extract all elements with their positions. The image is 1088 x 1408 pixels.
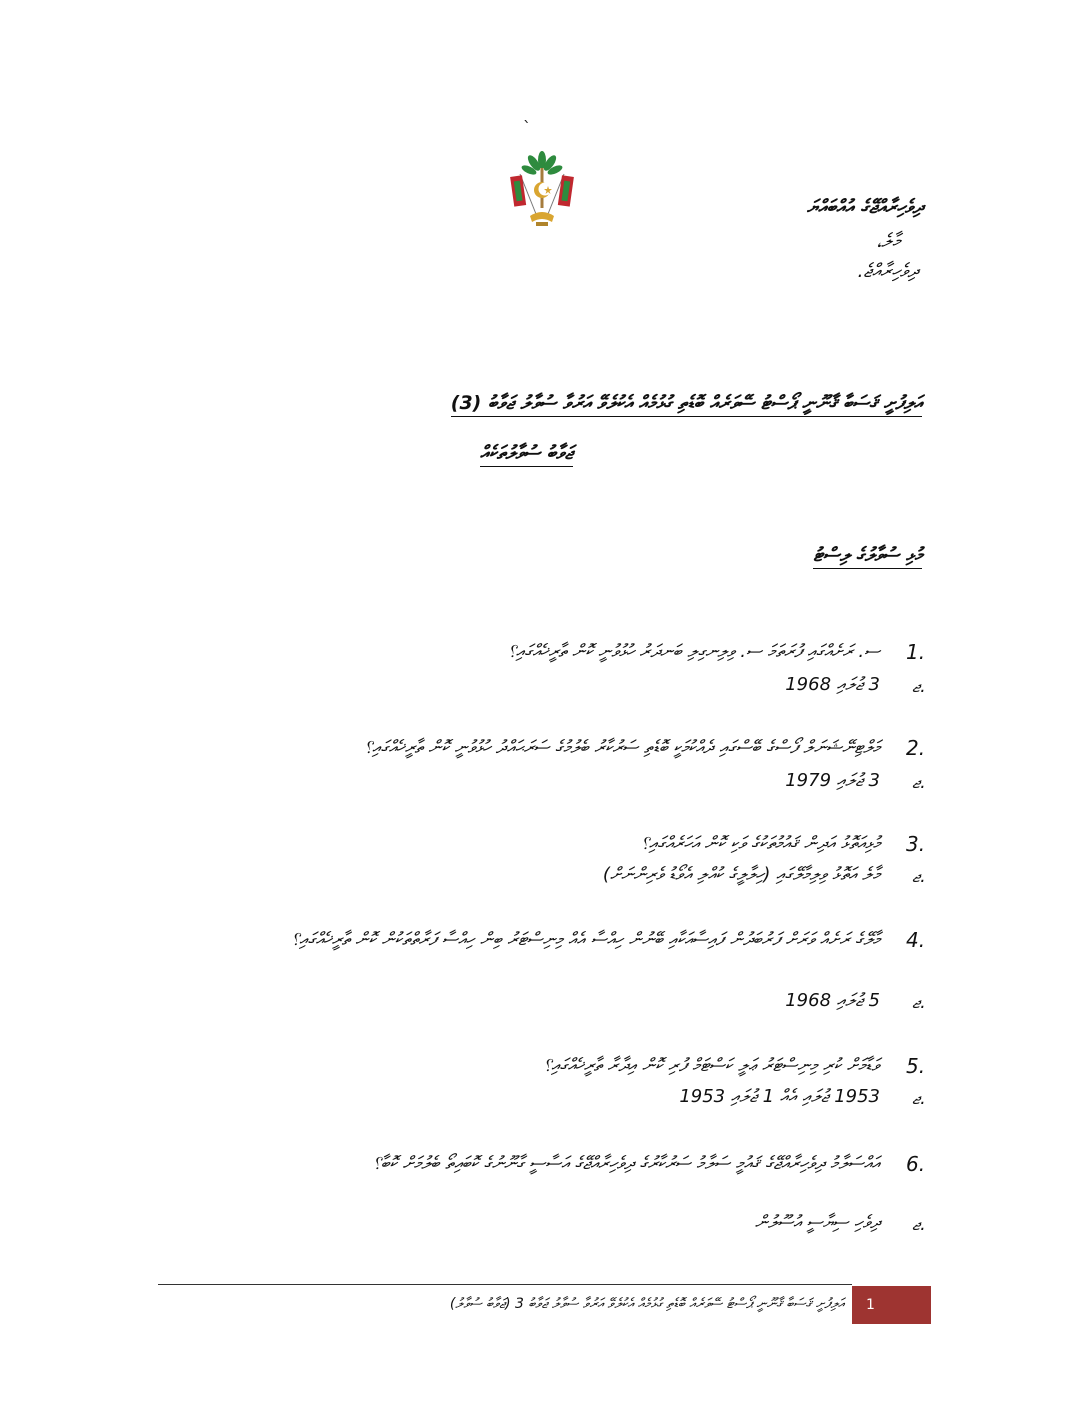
question-text: ސ. ރަށެއްގައި ފުރަތަމަ ސ. ވިލިނގިލި ބަނދަރު ހުޅުވުނީ ކޮން ތާރީޚެއްގައި؟ — [507, 641, 880, 662]
footer-divider — [158, 1284, 852, 1285]
question-text: އައްސަލާމު ދިވެހިރާއްޖޭގެ ޤައުމީ ސަލާމު ސަރުކާރުގެ ދިވެހިރާއްޖޭގެ އަސާސީ ގާނޫނުގެ ކޮބައިތޯ ބެލުމަށް ކޮބާ؟ — [372, 1153, 880, 1174]
organization-country: ދިވެހިރާއްޖެ. — [857, 260, 918, 282]
question-text: މާލޭގެ ރަށެއް ވަރަށް ފަރުބަދުން ފައިސާއަކާއި ބޭނުން ހިއްސާ އެއް މިނިސްޓަރު ބިން ހިއްސާ ފަރާތްތަކުން ކޮން ތާރީޚެއްގައި؟ — [291, 929, 880, 950]
question-text: ވަޑާމަށް ކުރި މިނިސްޓަރު ޢަލީ ކަސްޓަމް ފުރި ކޮން އިދާރާ ތާރީޚެއްގައި؟ — [543, 1055, 880, 1076]
answer-marker: ޖ. — [912, 1214, 926, 1235]
question-number: 3. — [906, 832, 926, 856]
question-text: މުޅިއަތޮޅު އަދިން ޤައުމުތަކުގެ ވަކި ކޮން އަހަރެއްގައި؟ — [640, 833, 880, 854]
question-number: 4. — [906, 928, 926, 952]
page-number-badge — [852, 1286, 931, 1324]
answer-text: 5 ޖުލައި 1968 — [785, 990, 880, 1011]
answer-marker: ޖ. — [912, 676, 926, 697]
organization-city: މާލެ، — [876, 230, 900, 252]
question-text: މަލްޓިނޭޝަނަލް ފޯސްގެ ބޭސްގައި ދެއްކުމަކީ ބޮޑެތި ސަރުކާރު ބެލުމުގެ ސަރަޙައްދު ހުޅުވުނީ ކޮން ތާރީޚެއްގައި؟ — [364, 737, 880, 758]
answer-text: 3 ޖުލައި 1968 — [785, 674, 880, 695]
section-heading: މުޅި ސުވާލުގެ ލިސްޓު — [813, 544, 922, 569]
question-number: 5. — [906, 1054, 926, 1078]
question-number: 1. — [906, 640, 926, 664]
organization-name: ދިވެހިރާއްޖޭގެ އުއްބައްޔަ — [806, 196, 923, 218]
answer-text: 3 ޖުލައި 1979 — [785, 770, 880, 791]
answer-text: ދިވެހި ސިޔާސީ އުސޫލުން — [754, 1212, 880, 1233]
header-mark: ` — [523, 118, 531, 137]
answer-marker: ޖ. — [912, 1088, 926, 1109]
answer-marker: ޖ. — [912, 866, 926, 887]
document-subtitle: ޖަވާބު ސުވާލުތަކެއް — [480, 442, 573, 467]
document-title: އަލިފުށީ ޤަސަބާ ޤާނޫނީ ޕޯސްޓު ސޭވަރެއް ބޮޑެތި ގުޅުމެއް އެކުލެވޭ އަރުވާ ސުވާލު ޖަވާބު (3) — [451, 392, 922, 417]
state-emblem-icon — [508, 150, 576, 228]
question-number: 6. — [906, 1152, 926, 1176]
answer-text: މާލެ އަތޮޅު ވިލިމާލޭގައި (ހިލާލީގެ ކުއްލި އެވޯޑު ވެރިންނަށް) — [602, 864, 880, 885]
answer-marker: ޖ. — [912, 992, 926, 1013]
page-number: 1 — [866, 1297, 875, 1313]
answer-text: 1953 ޖުލައި އެއް 1 ޖުލައި 1953 — [679, 1086, 880, 1107]
footer-text: އަލިފުށީ ޤަސަބާ ޤާނޫނީ ޕޯސްޓު ސޭވަރެއް ބޮޑެތި ގުޅުމެއް އެކުލެވޭ އަރުވާ ސުވާލު ޖަވާބު 3 (ޖަވާބު ސުވާލު) — [449, 1296, 844, 1312]
question-number: 2. — [906, 736, 926, 760]
answer-marker: ޖ. — [912, 772, 926, 793]
